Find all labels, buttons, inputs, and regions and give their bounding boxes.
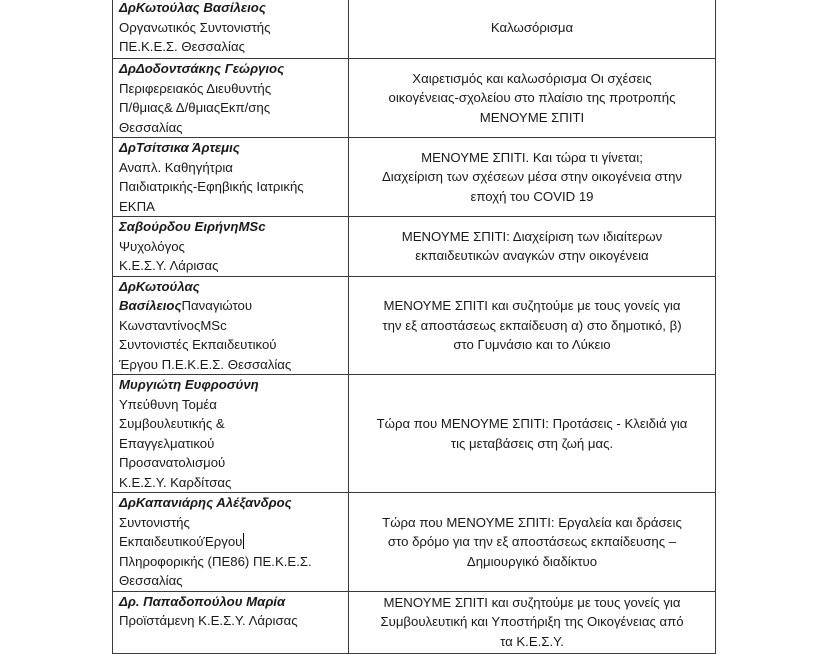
topic-line: τις μεταβάσεις στη ζωή μας. [450, 435, 614, 451]
topic-cell [349, 375, 716, 493]
table-row [113, 217, 716, 277]
speaker-cell [113, 217, 349, 277]
speaker-name: ΔρΔοδοντσάκης Γεώργιος [119, 61, 285, 76]
topic-line: Δημιουργικό διαδίκτυο [466, 553, 598, 569]
table-row [113, 276, 716, 375]
speaker-cell [113, 493, 349, 592]
topic-line: οικογένειας-σχολείου στο πλαίσιο της προτροπής [388, 90, 676, 106]
topic-line: εποχή του COVID 19 [470, 188, 594, 204]
speaker-name: Σαβούρδου ΕιρήνηMSc [119, 219, 266, 234]
speaker-role-line: ΕΚΠΑ [119, 198, 155, 214]
speaker-cell [113, 59, 349, 138]
topic-cell [349, 59, 716, 138]
speaker-role-line: Έργου Π.Ε.Κ.Ε.Σ. Θεσσαλίας [119, 356, 292, 372]
speaker-role-line: Οργανωτικός Συντονιστής [119, 19, 271, 35]
topic-line: Καλωσόρισμα [490, 20, 574, 36]
topic-line: εκπαιδευτικών αναγκών στην οικογένεια [415, 248, 649, 264]
speaker-role-line: Συμβουλευτικής & [119, 416, 225, 431]
speaker-role-line: Παιδιατρικής-Εφηβικής Ιατρικής [119, 179, 304, 194]
speaker-role-line: Συντονιστές Εκπαιδευτικού [119, 337, 277, 352]
speaker-name-line [119, 296, 344, 316]
speaker-cell [113, 138, 349, 217]
topic-cell [349, 217, 716, 277]
topic-line: Τώρα που ΜΕΝΟΥΜΕ ΣΠΙΤΙ: Εργαλεία και δράσεις [382, 514, 682, 530]
table-row [113, 59, 716, 138]
speaker-cell [113, 375, 349, 493]
topic-line: Συμβουλευτική και Υποστήριξη της Οικογένειας από [380, 614, 684, 630]
speaker-role-line: Προσανατολισμού [119, 455, 226, 470]
table-row [113, 493, 716, 592]
speaker-name-second: Παναγιώτου [181, 298, 253, 313]
speaker-name: Δρ. Παπαδοπούλου Μαρία [119, 593, 286, 609]
speaker-role-line: Αναπλ. Καθηγήτρια [119, 159, 233, 175]
speaker-cell [113, 0, 349, 59]
speaker-role-line: Κ.Ε.Σ.Υ. Καρδίτσας [119, 474, 232, 490]
topic-line: ΜΕΝΟΥΜΕ ΣΠΙΤΙ [479, 109, 585, 125]
topic-line: ΜΕΝΟΥΜΕ ΣΠΙΤΙ. Και τώρα τι γίνεται; [421, 149, 643, 165]
speaker-name: Μυργιώτη Ευφροσύνη [119, 377, 259, 392]
speaker-name: ΔρΚαπανιάρης Αλέξανδρος [119, 495, 292, 510]
topic-cell [349, 276, 716, 375]
speaker-cell [113, 591, 349, 653]
topic-line: στο δρόμο για την εξ αποστάσεως εκπαίδευσης – [387, 534, 677, 549]
table-row [113, 0, 716, 59]
speaker-role-line: Ψυχολόγος [119, 238, 185, 254]
speaker-name: ΔρΚωτούλας [119, 278, 200, 294]
speaker-role-line: Π/θμιας& Δ/θμιαςΕκπ/σης [119, 100, 271, 115]
topic-cell [349, 138, 716, 217]
speaker-name: Βασίλειος [119, 298, 182, 313]
text-cursor [243, 533, 244, 549]
topic-cell [349, 0, 716, 59]
topic-line: Χαιρετισμός και καλωσόρισμα Οι σχέσεις [412, 70, 652, 86]
speaker-role-line: Θεσσαλίας [119, 573, 183, 588]
topic-line: ΜΕΝΟΥΜΕ ΣΠΙΤΙ και συζητούμε με τους γονείς για [383, 594, 681, 610]
speaker-name: ΔρΤσίτσικα Άρτεμις [119, 140, 240, 155]
topic-line: ΜΕΝΟΥΜΕ ΣΠΙΤΙ: Διαχείριση των ιδιαίτερων [401, 228, 663, 244]
speaker-role-line: ΕκπαιδευτικούΈργου [119, 534, 243, 549]
agenda-table [112, 0, 716, 654]
speaker-role-line: ΠΕ.Κ.Ε.Σ. Θεσσαλίας [119, 39, 245, 54]
speaker-role-line: Επαγγελματικού [119, 435, 215, 451]
topic-line: Τώρα που ΜΕΝΟΥΜΕ ΣΠΙΤΙ: Προτάσεις - Κλειδιά για [376, 416, 688, 431]
table-row [113, 375, 716, 493]
topic-line: ΜΕΝΟΥΜΕ ΣΠΙΤΙ και συζητούμε με τους γονείς για [383, 298, 681, 313]
speaker-role-line: Συντονιστής [119, 514, 190, 530]
topic-line: τα Κ.Ε.Σ.Υ. [500, 633, 564, 649]
speaker-role-line: Υπεύθυνη Τομέα [119, 396, 217, 412]
speaker-role-line: Κ.Ε.Σ.Υ. Λάρισας [119, 258, 219, 273]
speaker-role-line: Θεσσαλίας [119, 119, 183, 135]
speaker-role-line: Περιφερειακός Διευθυντής [119, 80, 272, 96]
topic-line: στο Γυμνάσιο και το Λύκειο [453, 337, 611, 352]
speaker-cell [113, 276, 349, 375]
speaker-role-line: ΚωνσταντίνοςMSc [119, 317, 227, 333]
topic-line: την εξ αποστάσεως εκπαίδευση α) στο δημοτικό, β) [382, 317, 682, 333]
speaker-role-line: Προϊστάμενη Κ.Ε.Σ.Υ. Λάρισας [119, 613, 298, 628]
topic-line: Διαχείριση των σχέσεων μέσα στην οικογένεια στην [381, 169, 683, 185]
speaker-role-line: Πληροφορικής (ΠΕ86) ΠΕ.Κ.Ε.Σ. [119, 553, 312, 569]
table-row [113, 591, 716, 653]
topic-cell [349, 591, 716, 653]
topic-cell [349, 493, 716, 592]
speaker-name: ΔρΚωτούλας Βασίλειος [119, 0, 266, 15]
table-row [113, 138, 716, 217]
